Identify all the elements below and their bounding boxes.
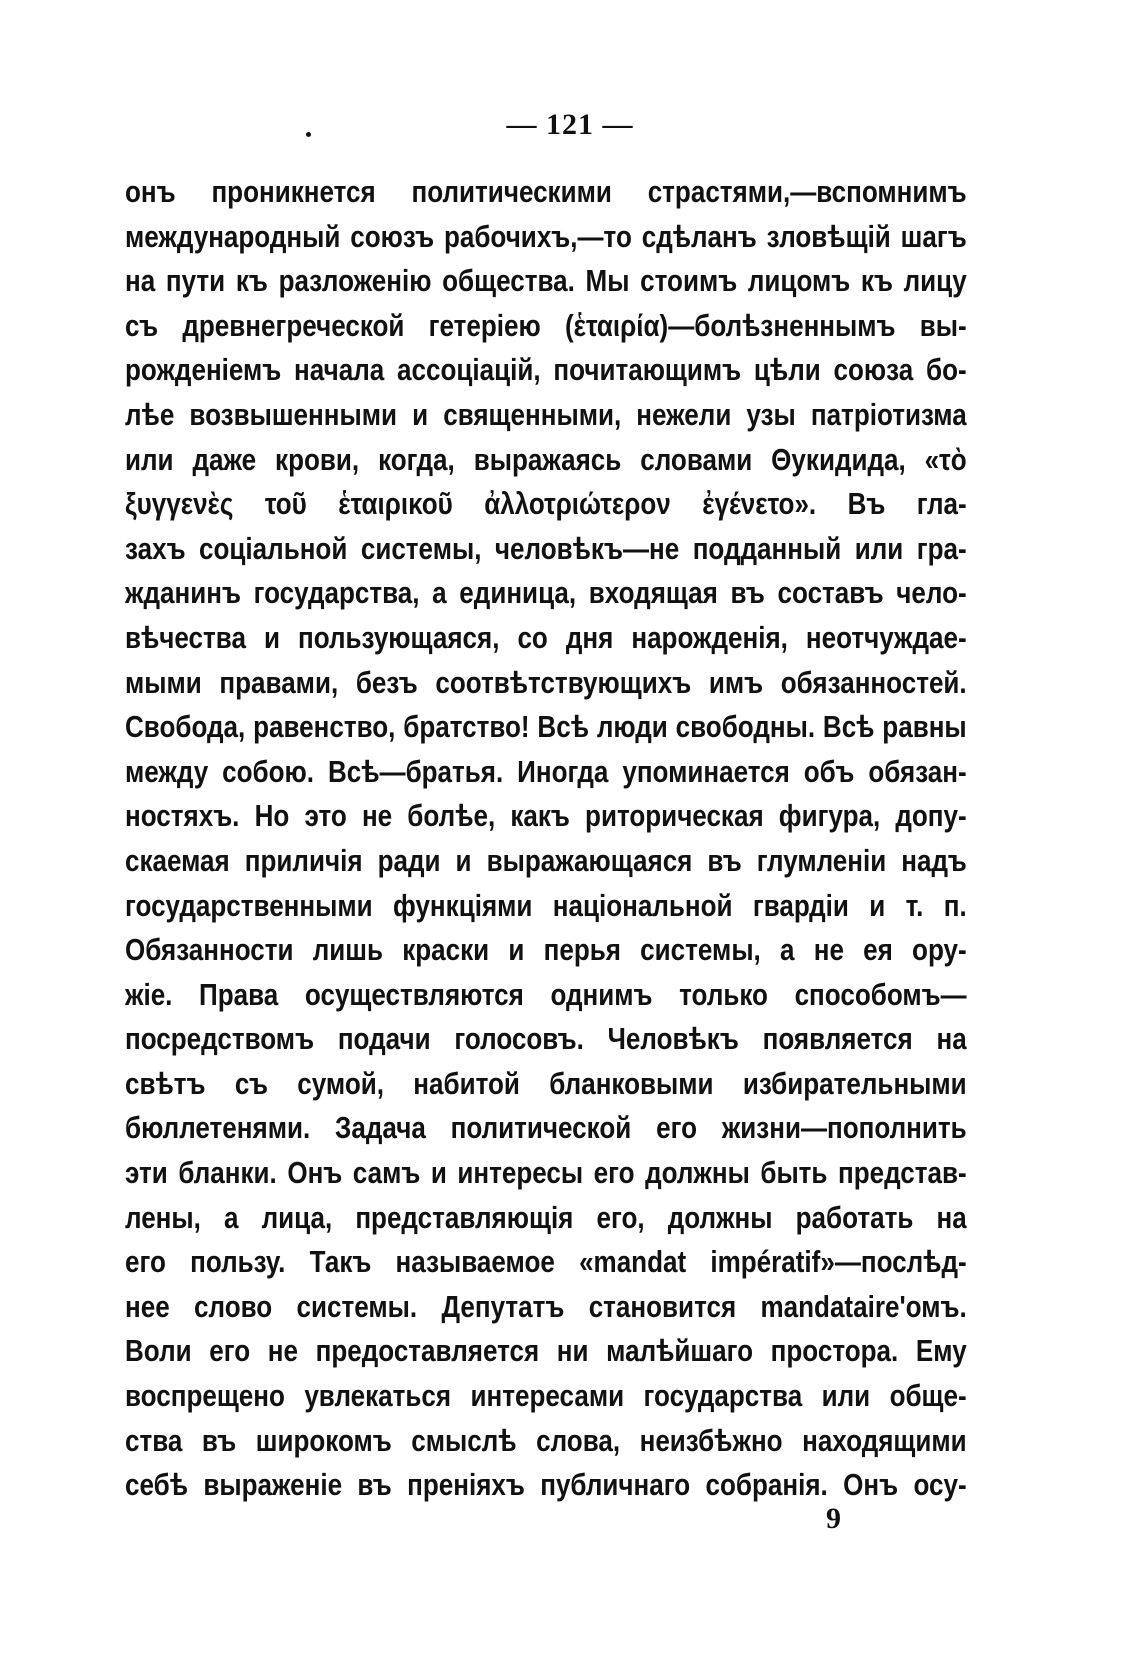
text-line: жіе. Права осуществляются однимъ только способомъ— bbox=[125, 976, 967, 1012]
text-line: лѣе возвышенными и священными, нежели узы патріотизма bbox=[125, 396, 967, 432]
text-line: ξυγγενὲς τοῦ ἑταιρικοῦ ἀλλοτριώτερον ἐγένετο». Въ гла- bbox=[125, 486, 967, 522]
text-line: мыми правами, безъ соотвѣтствующихъ имъ обязанностей. bbox=[125, 664, 967, 700]
text-line: эти бланки. Онъ самъ и интересы его должны быть представ- bbox=[125, 1155, 967, 1191]
text-line: себѣ выраженіе въ преніяхъ публичнаго собранія. Онъ осу- bbox=[125, 1467, 967, 1503]
text-line: ства въ широкомъ смыслѣ слова, неизбѣжно находящими bbox=[125, 1422, 967, 1458]
text-line: воспрещено увлекаться интересами государства или обще- bbox=[125, 1378, 967, 1414]
text-line: бюллетенями. Задача политической его жизни—пополнить bbox=[125, 1110, 967, 1146]
text-line: свѣтъ съ сумой, набитой бланковыми избирательными bbox=[125, 1065, 967, 1101]
text-line: Обязанности лишь краски и перья системы, а не ея ору- bbox=[125, 932, 967, 968]
text-line: нее слово системы. Депутатъ становится mandataire'омъ. bbox=[125, 1288, 967, 1324]
text-line: между собою. Всѣ—братья. Иногда упоминается объ обязан- bbox=[125, 753, 967, 789]
text-line: захъ соціальной системы, человѣкъ—не подданный или гра- bbox=[125, 530, 967, 566]
text-line: жданинъ государства, а единица, входящая въ составъ чело- bbox=[125, 575, 967, 611]
stray-dot bbox=[306, 132, 311, 137]
text-line: вѣчества и пользующаяся, со дня нарожденія, неотчуждае- bbox=[125, 619, 967, 655]
signature-mark: 9 bbox=[826, 1502, 841, 1535]
body-text bbox=[125, 170, 967, 1508]
text-line: лены, а лица, представляющія его, должны работать на bbox=[125, 1199, 967, 1235]
text-line: Свобода, равенство, братство! Всѣ люди свободны. Всѣ равны bbox=[125, 709, 967, 745]
text-line: посредствомъ подачи голосовъ. Человѣкъ появляется на bbox=[125, 1021, 967, 1057]
text-line: государственными функціями національной гвардіи и т. п. bbox=[125, 887, 967, 923]
text-line: его пользу. Такъ называемое «mandat impératif»—послѣд- bbox=[125, 1244, 967, 1280]
text-line: рожденіемъ начала ассоціацій, почитающимъ цѣли союза бо- bbox=[125, 352, 967, 388]
page-number: — 121 — bbox=[506, 108, 634, 141]
text-line: скаемая приличія ради и выражающаяся въ глумленіи надъ bbox=[125, 842, 967, 878]
text-line: онъ проникнется политическими страстями,—вспомнимъ bbox=[125, 174, 967, 209]
text-line: международный союзъ рабочихъ,—то сдѣланъ зловѣщій шагъ bbox=[125, 218, 967, 254]
text-line: на пути къ разложенію общества. Мы стоимъ лицомъ къ лицу bbox=[125, 263, 967, 299]
text-line: съ древнегреческой гетеріею (ἑταιρία)—болѣзненнымъ вы- bbox=[125, 307, 967, 343]
text-line: ностяхъ. Но это не болѣе, какъ риторическая фигура, допу- bbox=[125, 798, 967, 834]
page-header bbox=[0, 108, 1140, 142]
text-line: Воли его не предоставляется ни малѣйшаго простора. Ему bbox=[125, 1333, 967, 1369]
text-line: или даже крови, когда, выражаясь словами Θукидида, «τὸ bbox=[125, 441, 967, 477]
